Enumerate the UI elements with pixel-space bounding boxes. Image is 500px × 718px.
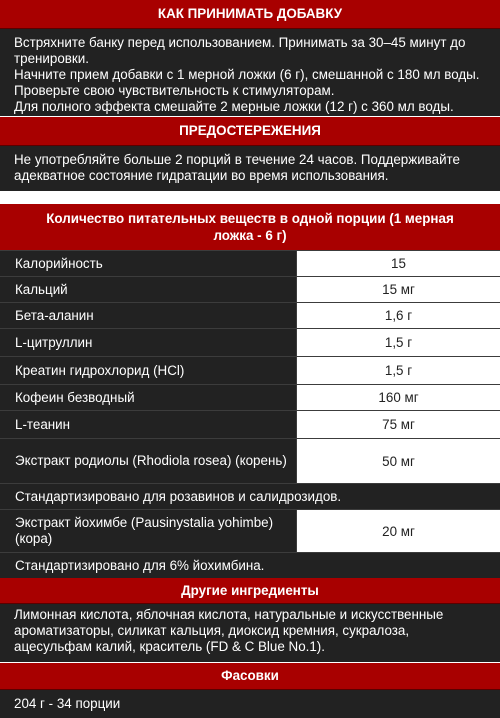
- nutrient-value: 50 мг: [296, 439, 500, 483]
- nutrient-value: 15: [296, 251, 500, 276]
- other-ingredients-text: Лимонная кислота, яблочная кислота, натуральные и искусственные ароматизаторы, силикат кальция, диоксид кремния, сукралоза, ацесульфам калий, краситель (FD & C Blue No.1).: [14, 607, 444, 654]
- nutrient-value: 1,6 г: [296, 303, 500, 328]
- nutrient-name: Экстракт родиолы (Rhodiola rosea) (корень): [15, 453, 287, 468]
- nutrient-name: Креатин гидрохлорид (HCl): [15, 362, 185, 378]
- nutrient-note: Стандартизировано для розавинов и салидрозидов.: [15, 488, 342, 504]
- nutrient-value: 20 мг: [296, 510, 500, 552]
- warnings-text: Не употребляйте больше 2 порций в течение 24 часов. Поддерживайте адекватное состояние гидратации во время использования.: [14, 152, 460, 183]
- usage-title: КАК ПРИНИМАТЬ ДОБАВКУ: [157, 6, 343, 21]
- packaging-text: 204 г - 34 порции: [14, 696, 121, 711]
- usage-line-3: Для полного эффекта смешайте 2 мерные ложки (12 г) с 360 мл воды.: [14, 99, 454, 114]
- nutrient-name: Экстракт йохимбе (Pausinystalia yohimbe) (кора): [15, 515, 274, 546]
- warnings-title: ПРЕДОСТЕРЕЖЕНИЯ: [179, 123, 321, 138]
- nutrient-name: L-цитруллин: [15, 334, 93, 350]
- nutrition-row: [0, 302, 500, 328]
- packaging-section: [0, 690, 500, 718]
- nutrition-row: [0, 384, 500, 410]
- usage-header: [0, 0, 500, 29]
- warnings-header: [0, 117, 500, 146]
- other-ingredients-title: Другие ингредиенты: [181, 583, 319, 598]
- usage-section: [0, 29, 500, 116]
- other-ingredients-header: [0, 578, 500, 604]
- nutrition-note-row: [0, 483, 500, 509]
- nutrition-row: [0, 276, 500, 302]
- nutrient-name: L-теанин: [15, 416, 71, 432]
- nutrition-row: [0, 509, 500, 552]
- nutrition-row: [0, 250, 500, 276]
- nutrient-name: Кофеин безводный: [15, 389, 135, 405]
- nutrition-header: [0, 204, 500, 251]
- nutrient-value: 15 мг: [296, 277, 500, 302]
- usage-line-2: Начните прием добавки с 1 мерной ложки (6 г), смешанной с 180 мл воды. Проверьте свою чувствительность к стимуляторам.: [14, 67, 480, 98]
- nutrition-title: Количество питательных веществ в одной порции (1 мерная ложка - 6 г): [46, 211, 454, 243]
- nutrient-value: 1,5 г: [296, 357, 500, 384]
- nutrition-row: [0, 356, 500, 384]
- nutrient-name: Бета-аланин: [15, 307, 94, 323]
- nutrient-note: Стандартизировано для 6% йохимбина.: [15, 557, 265, 573]
- warnings-section: [0, 146, 500, 191]
- nutrient-value: 1,5 г: [296, 329, 500, 356]
- nutrition-row: [0, 438, 500, 483]
- packaging-header: [0, 663, 500, 690]
- nutrition-row: [0, 410, 500, 438]
- nutrient-name: Калорийность: [15, 255, 103, 271]
- other-ingredients-section: [0, 604, 500, 662]
- packaging-title: Фасовки: [221, 668, 279, 683]
- nutrient-value: 160 мг: [296, 385, 500, 410]
- usage-line-1: Встряхните банку перед использованием. Принимать за 30–45 минут до тренировки.: [14, 35, 466, 66]
- nutrition-note-row: [0, 552, 500, 578]
- nutrition-row: [0, 328, 500, 356]
- nutrient-name: Кальций: [15, 281, 68, 297]
- nutrient-value: 75 мг: [296, 411, 500, 438]
